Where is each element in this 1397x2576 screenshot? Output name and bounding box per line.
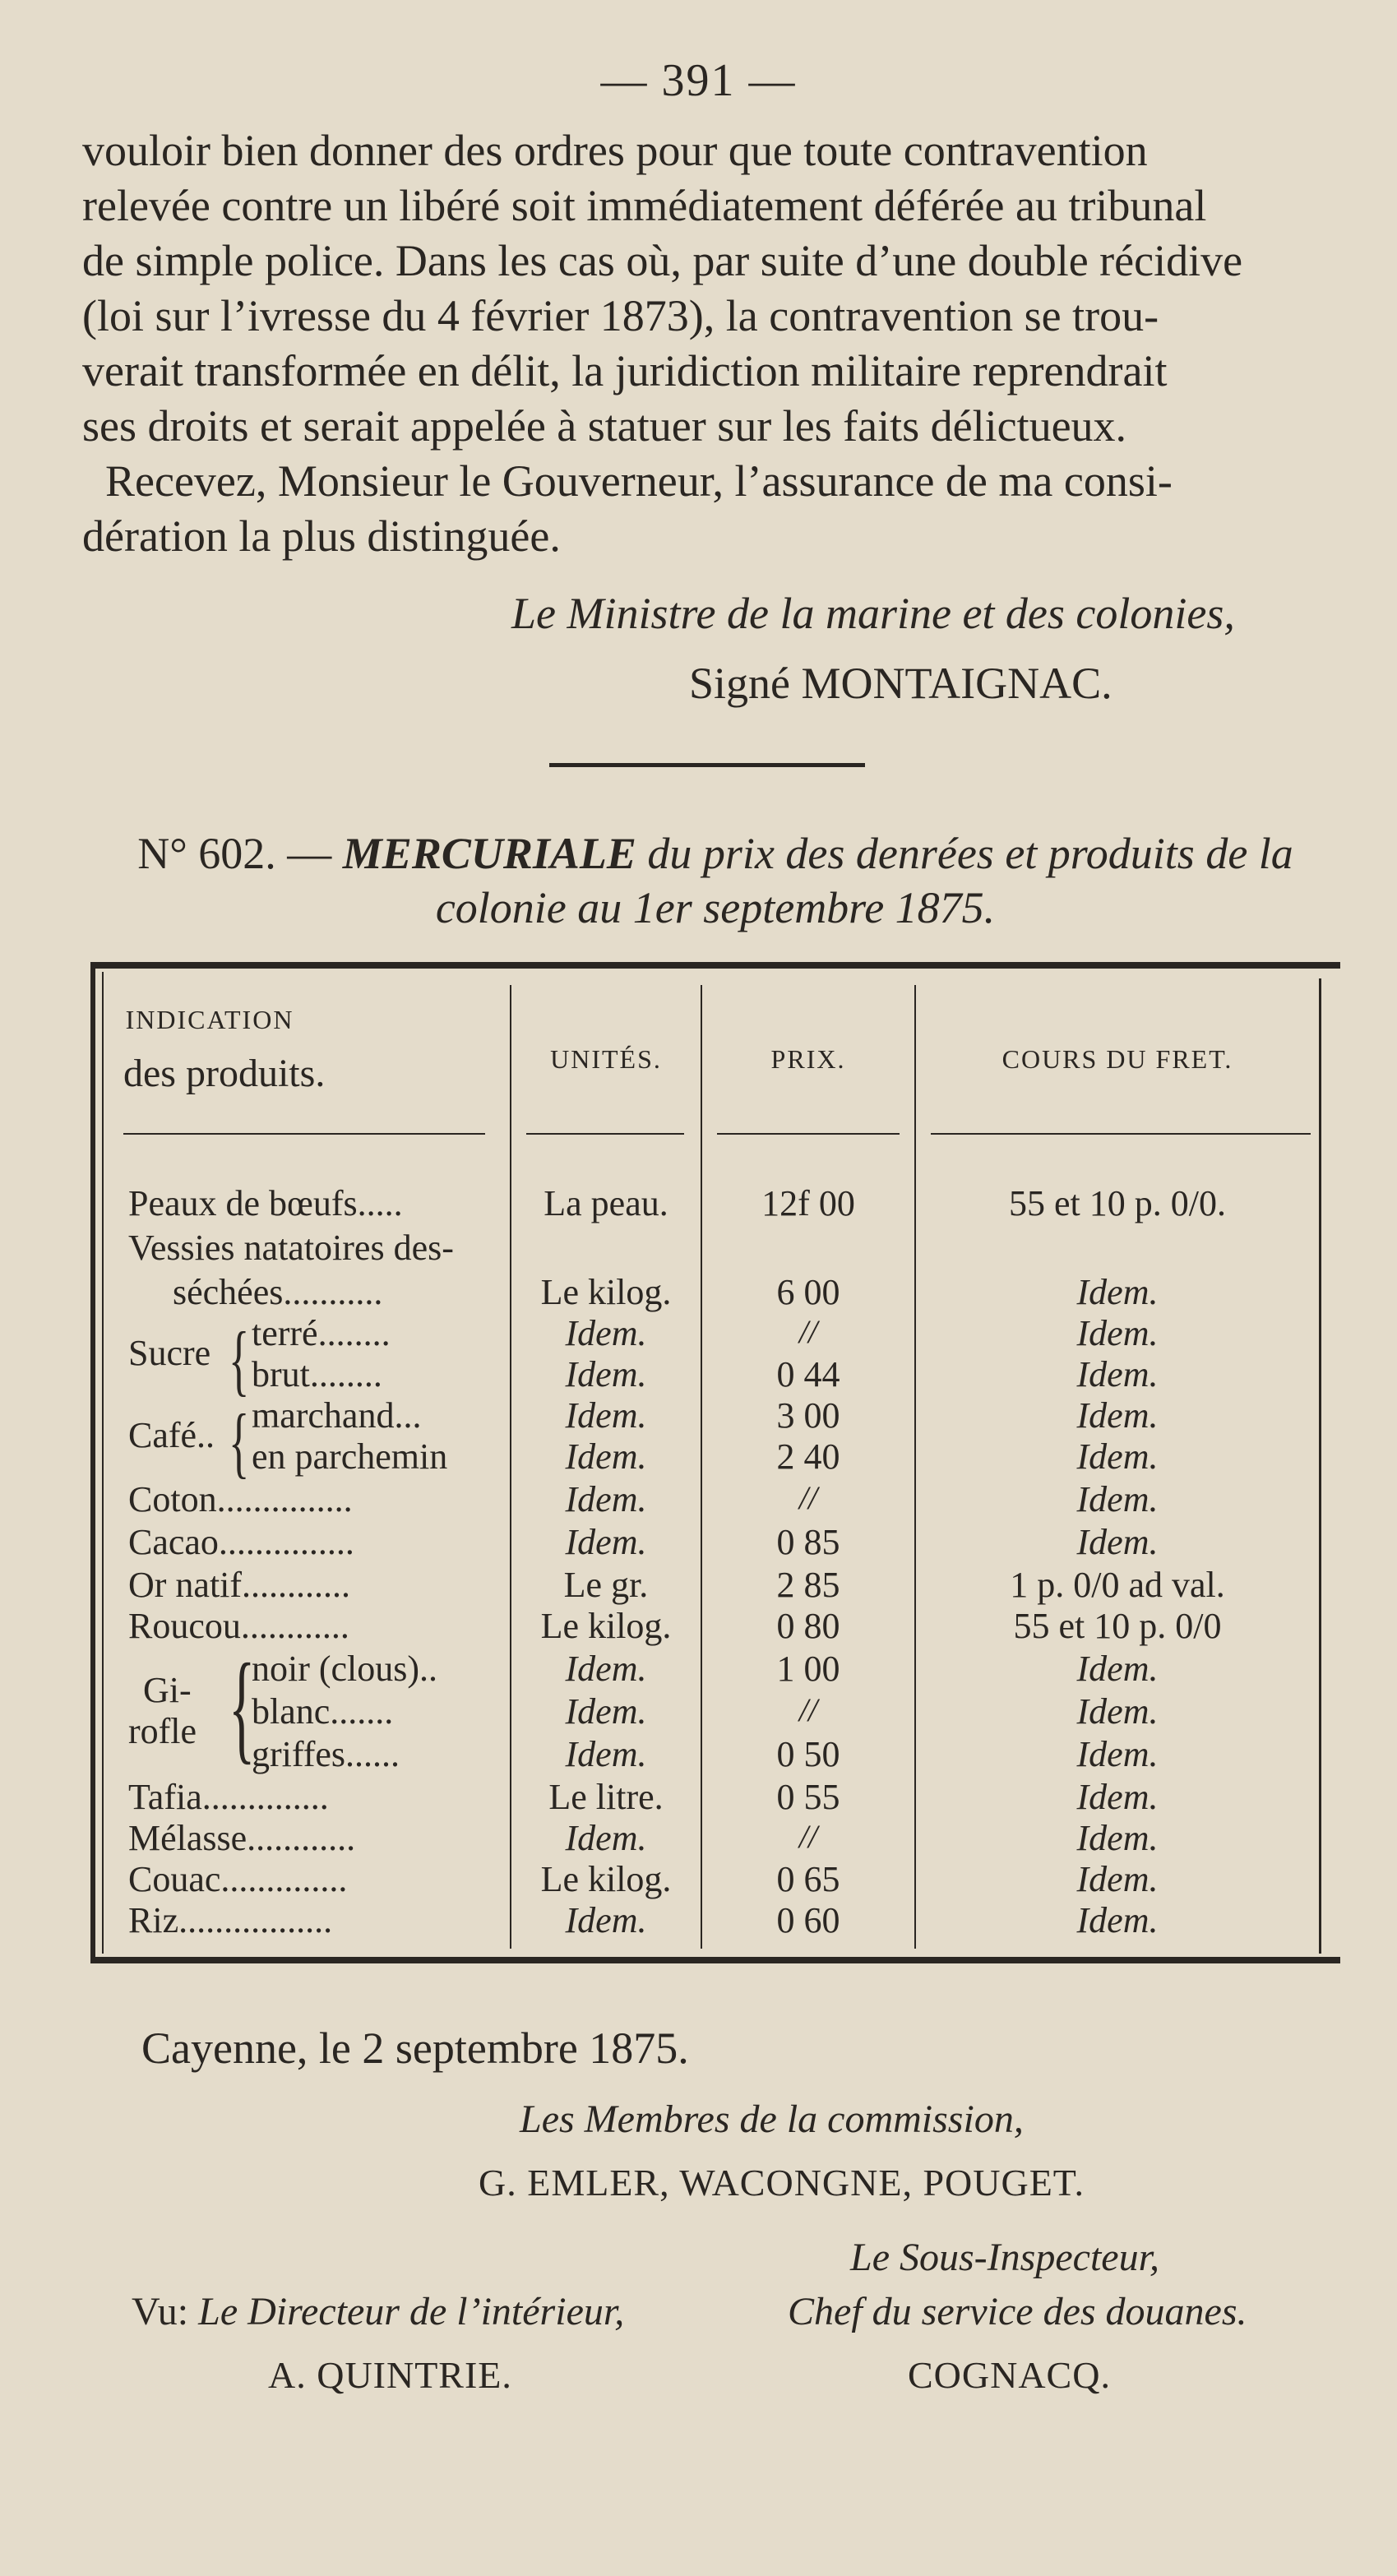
unit-cell: Idem.	[565, 1395, 647, 1436]
vu-title: Le Directeur de l’intérieur,	[198, 2290, 625, 2333]
brace: {	[229, 1316, 250, 1404]
product-cell: en parchemin	[252, 1436, 448, 1477]
price-cell: //	[798, 1818, 818, 1855]
price-cell: 2 40	[776, 1436, 840, 1477]
product-cell: Vessies natatoires des-	[128, 1228, 454, 1268]
fret-cell: 1 p. 0/0 ad val.	[1010, 1565, 1225, 1605]
price-cell: 0 50	[776, 1734, 840, 1774]
fret-cell: Idem.	[1076, 1777, 1159, 1817]
product-cell: griffes......	[252, 1734, 400, 1774]
product-cell: marchand...	[252, 1395, 422, 1436]
fret-cell: Idem.	[1076, 1818, 1159, 1858]
fret-cell: Idem.	[1076, 1479, 1159, 1519]
header-underline	[931, 1133, 1311, 1135]
header-underline	[526, 1133, 684, 1135]
group-label-girofle: Gi-	[143, 1670, 192, 1710]
product-cell: séchées...........	[173, 1272, 383, 1312]
product-cell: Mélasse............	[128, 1818, 356, 1858]
header-indication-sub: des produits.	[123, 1052, 326, 1095]
product-cell: brut........	[252, 1354, 382, 1394]
header-underline	[717, 1133, 900, 1135]
header-prix: PRIX.	[770, 1044, 846, 1074]
commission-names: G. EMLER, WACONGNE, POUGET.	[479, 2162, 1085, 2204]
fret-cell: Idem.	[1076, 1900, 1159, 1940]
price-cell: 0 60	[776, 1900, 840, 1940]
table-bottom-rule	[90, 1957, 1340, 1963]
place-date: Cayenne, le 2 septembre 1875.	[141, 2023, 689, 2073]
fret-cell: Idem.	[1076, 1313, 1159, 1353]
fret-cell: Idem.	[1076, 1354, 1159, 1394]
group-label-sucre: Sucre	[128, 1333, 211, 1373]
unit-cell: Idem.	[565, 1479, 647, 1519]
product-cell: Tafia..............	[128, 1777, 329, 1817]
fret-cell: Idem.	[1076, 1649, 1159, 1689]
unit-cell: Idem.	[565, 1818, 647, 1858]
brace: {	[229, 1398, 250, 1486]
letter-paragraph	[82, 123, 1332, 454]
text-line: verait transformée en délit, la juridiction militaire reprendrait	[82, 346, 1168, 395]
unit-cell: Idem.	[565, 1522, 647, 1562]
price-cell: 0 55	[776, 1777, 840, 1817]
table-right-rule	[1319, 978, 1321, 1954]
header-unites: UNITÉS.	[550, 1044, 662, 1074]
price-cell: 3 00	[776, 1395, 840, 1436]
price-cell: 0 80	[776, 1606, 840, 1646]
fret-cell: Idem.	[1076, 1734, 1159, 1774]
doc-title-line2: colonie au 1er septembre 1875.	[435, 883, 996, 932]
unit-cell: Le kilog.	[540, 1272, 672, 1312]
text-line: ses droits et serait appelée à statuer sur les faits délictueux.	[82, 401, 1127, 451]
product-cell: terré........	[252, 1313, 391, 1353]
fret-cell: Idem.	[1076, 1395, 1159, 1436]
unit-cell: Le kilog.	[540, 1606, 672, 1646]
table-top-rule	[90, 962, 1340, 969]
unit-cell: Idem.	[565, 1900, 647, 1940]
unit-cell: Idem.	[565, 1649, 647, 1689]
unit-cell: Le kilog.	[540, 1859, 672, 1899]
inspector-name: COGNACQ.	[908, 2354, 1111, 2396]
price-cell: 0 44	[776, 1354, 840, 1394]
page-number: — 391 —	[600, 55, 797, 106]
doc-number: N° 602. —	[137, 829, 332, 878]
price-cell: 0 85	[776, 1522, 840, 1562]
vu-name: A. QUINTRIE.	[268, 2354, 512, 2396]
product-cell: Coton...............	[128, 1479, 353, 1519]
fret-cell: Idem.	[1076, 1436, 1159, 1477]
price-cell: 0 65	[776, 1859, 840, 1899]
inspector-title-2: Chef du service des douanes.	[788, 2290, 1247, 2333]
product-cell: Roucou............	[128, 1606, 349, 1646]
fret-cell: Idem.	[1076, 1859, 1159, 1899]
unit-cell: Idem.	[565, 1354, 647, 1394]
price-cell: 6 00	[776, 1272, 840, 1312]
minister-signature: Signé MONTAIGNAC.	[689, 659, 1113, 708]
fret-cell: Idem.	[1076, 1691, 1159, 1732]
brace: {	[229, 1639, 256, 1775]
product-cell: Riz.................	[128, 1900, 333, 1940]
text-line: relevée contre un libéré soit immédiatement déférée au tribunal	[82, 181, 1207, 230]
unit-cell: La peau.	[544, 1183, 668, 1223]
unit-cell: Le litre.	[548, 1777, 664, 1817]
text-line: vouloir bien donner des ordres pour que toute contravention	[82, 126, 1148, 175]
fret-cell: 55 et 10 p. 0/0.	[1009, 1183, 1226, 1223]
product-cell: blanc.......	[252, 1691, 394, 1732]
unit-cell: Idem.	[565, 1436, 647, 1477]
closing-paragraph	[82, 454, 1332, 564]
product-cell: Peaux de bœufs.....	[128, 1183, 403, 1223]
price-cell: //	[798, 1479, 818, 1516]
table-left-inner-rule	[102, 972, 104, 1954]
header-fret: COURS DU FRET.	[1001, 1044, 1233, 1074]
inspector-title: Le Sous-Inspecteur,	[850, 2236, 1159, 2279]
price-table	[90, 962, 1340, 1965]
text-line: Recevez, Monsieur le Gouverneur, l’assurance de ma consi-	[105, 456, 1173, 506]
group-label-girofle: rofle	[128, 1711, 197, 1751]
text-line: (loi sur l’ivresse du 4 février 1873), la contravention se trou-	[82, 291, 1159, 340]
document-title	[90, 826, 1340, 935]
vu-block	[132, 2289, 624, 2334]
unit-cell: Le gr.	[563, 1565, 649, 1605]
group-label-cafe: Café..	[128, 1415, 215, 1455]
table-left-rule	[90, 962, 95, 1963]
fret-cell: Idem.	[1076, 1522, 1159, 1562]
fret-cell: 55 et 10 p. 0/0	[1013, 1606, 1222, 1646]
product-cell: Or natif............	[128, 1565, 351, 1605]
fret-cell: Idem.	[1076, 1272, 1159, 1312]
header-indication: INDICATION	[125, 1005, 294, 1034]
price-cell: //	[798, 1313, 818, 1350]
price-cell: 1 00	[776, 1649, 840, 1689]
vu-label: Vu:	[132, 2290, 189, 2333]
product-cell: Couac..............	[128, 1859, 348, 1899]
text-line: de simple police. Dans les cas où, par suite d’une double récidive	[82, 236, 1243, 285]
price-cell: //	[798, 1691, 818, 1728]
doc-title-rest: du prix des denrées et produits de la	[647, 829, 1293, 878]
price-cell: 12f 00	[761, 1183, 855, 1223]
price-cell: 2 85	[776, 1565, 840, 1605]
header-underline	[123, 1133, 485, 1135]
commission-title: Les Membres de la commission,	[520, 2097, 1024, 2141]
unit-cell: Idem.	[565, 1313, 647, 1353]
text-line: dération la plus distinguée.	[82, 511, 561, 561]
unit-cell: Idem.	[565, 1691, 647, 1732]
product-cell: noir (clous)..	[252, 1649, 438, 1689]
separator-rule	[549, 763, 865, 767]
minister-title: Le Ministre de la marine et des colonies,	[511, 589, 1235, 638]
product-cell: Cacao...............	[128, 1522, 354, 1562]
doc-title-bold: MERCURIALE	[342, 829, 636, 878]
unit-cell: Idem.	[565, 1734, 647, 1774]
